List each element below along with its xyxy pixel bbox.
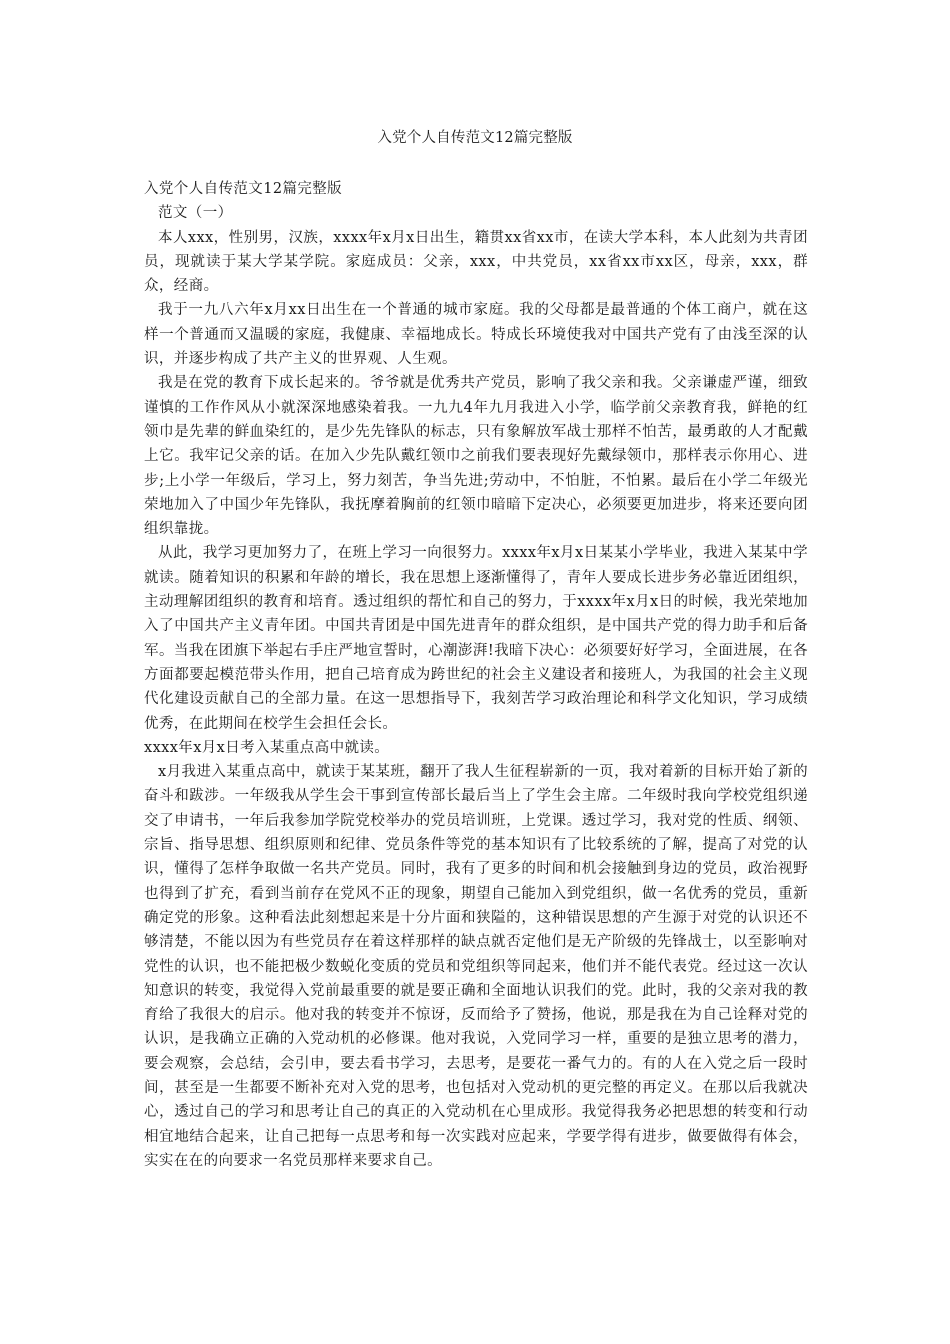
document-subtitle: 入党个人自传范文12篇完整版 — [144, 181, 343, 197]
paragraph-4: 从此，我学习更加努力了，在班上学习一向很努力。xxxx年x月x日某某小学毕业，我进入某某中学就读。随着知识的积累和年龄的增长，我在思想上逐渐懂得了，青年人要成长进步务必靠近团组织，主动理解团组织的教育和培育。透过组织的帮忙和自己的努力，于xxxx年x月x日的时候，我光荣地加入了中国共产主义青年团。中国共青团是中国先进青年的群众组织，是中国共产党的得力助手和后备军。当我在团旗下举起右手庄严地宣誓时，心潮澎湃!我暗下决心：必须要好好学习，全面进展，在各方面都要起模范带头作用，把自己培育成为跨世纪的社会主义建设者和接班人，为我国的社会主义现代化建设贡献自己的全部力量。在这一思想指导下，我刻苦学习政治理论和科学文化知识，学习成绩优秀，在此期间在校学生会担任会长。 — [144, 545, 808, 732]
paragraph-3: 我是在党的教育下成长起来的。爷爷就是优秀共产党员，影响了我父亲和我。父亲谦虚严谨，细致谨慎的工作作风从小就深深地感染着我。一九九4年九月我进入小学，临学前父亲教育我，鲜艳的红领巾是先辈的鲜血染红的，是少先先锋队的标志，只有象解放军战士那样不怕苦，最勇敢的人才配戴上它。我牢记父亲的话。在加入少先队戴红领巾之前我们要表现好先戴绿领巾，那样表示你用心、进步;上小学一年级后，学习上，努力刻苦，争当先进;劳动中，不怕脏，不怕累。最后在小学二年级光荣地加入了中国少年先锋队，我抚摩着胸前的红领巾暗暗下定决心，必须要更加进步，将来还要向团组织靠拢。 — [144, 375, 808, 538]
document-body — [144, 177, 808, 1173]
paragraph-1: 本人xxx，性别男，汉族，xxxx年x月x日出生，籍贯xx省xx市，在读大学本科，本人此刻为共青团员，现就读于某大学某学院。家庭成员：父亲，xxx，中共党员，xx省xx市xx区，母亲，xxx，群众，经商。 — [144, 229, 808, 295]
paragraph-6: x月我进入某重点高中，就读于某某班，翻开了我人生征程崭新的一页，我对着新的目标开始了新的奋斗和跋涉。一年级我从学生会干事到宣传部长最后当上了学生会主席。二年级时我向学校党组织递交了申请书，一年后我参加学院党校举办的党员培训班，上党课。透过学习，我对党的性质、纲领、宗旨、指导思想、组织原则和纪律、党员条件等党的基本知识有了比较系统的了解，提高了对党的认识，懂得了怎样争取做一名共产党员。同时，我有了更多的时间和机会接触到身边的党员，政治视野也得到了扩充，看到当前存在党风不正的现象，期望自己能加入到党组织，做一名优秀的党员，重新确定党的形象。这种看法此刻想起来是十分片面和狭隘的，这种错误思想的产生源于对党的认识还不够清楚，不能以因为有些党员存在着这样那样的缺点就否定他们是无产阶级的先锋战士，以至影响对党性的认识，也不能把极少数蜕化变质的党员和党组织等同起来，他们并不能代表党。经过这一次认知意识的转变，我觉得入党前最重要的就是要正确和全面地认识我们的党。此时，我的父亲对我的教育给了我很大的启示。他对我的转变并不惊讶，反而给予了赞扬，他说，那是我在为自己诠释对党的认识，是我确立正确的入党动机的必修课。他对我说，入党同学习一样，重要的是独立思考的潜力，要会观察，会总结，会引申，要去看书学习，去思考，是要花一番气力的。有的人在入党之后一段时间，甚至是一生都要不断补充对入党的思考，也包括对入党动机的更完整的再定义。在那以后我就决心，透过自己的学习和思考让自己的真正的入党动机在心里成形。我觉得我务必把思想的转变和行动相宜地结合起来，让自己把每一点思考和每一次实践对应起来，学要学得有进步，做要做得有体会，实实在在的向要求一名党员那样来要求自己。 — [144, 764, 808, 1169]
paragraph-5: xxxx年x月x日考入某重点高中就读。 — [144, 739, 390, 756]
document-title: 入党个人自传范文12篇完整版 — [377, 130, 573, 146]
section-heading: 范文（一） — [158, 205, 233, 222]
paragraph-2: 我于一九八六年x月xx日出生在一个普通的城市家庭。我的父母都是最普通的个体工商户，就在这样一个普通而又温暖的家庭，我健康、幸福地成长。特成长环境使我对中国共产党有了由浅至深的认识，并逐步构成了共产主义的世界观、人生观。 — [144, 302, 808, 368]
